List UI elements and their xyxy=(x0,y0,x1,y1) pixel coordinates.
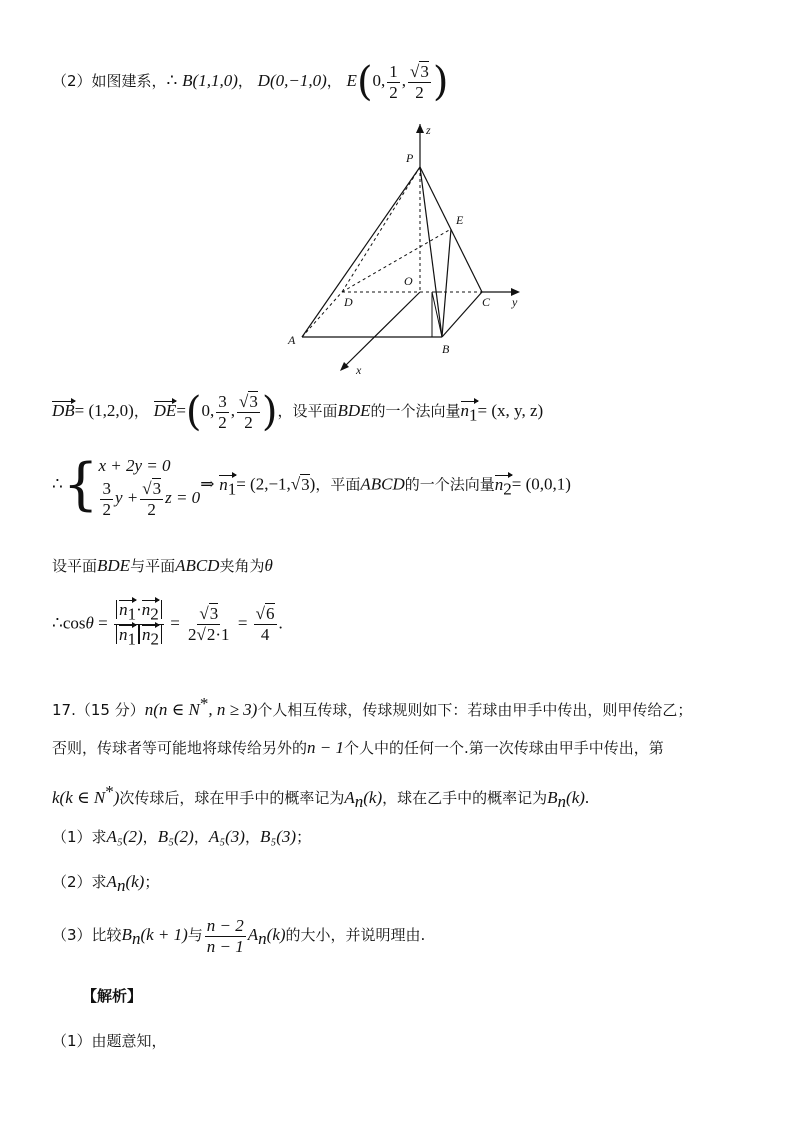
frac-num: n − 2 xyxy=(206,916,244,935)
paren-open: ( xyxy=(356,59,373,106)
therefore-symbol: ∴ xyxy=(52,613,63,633)
plane-BDE: BDE xyxy=(97,556,131,575)
sup-star: * xyxy=(199,694,209,713)
equation-1: x + 2y = 0 xyxy=(98,456,171,475)
vector-DB: DB xyxy=(52,401,75,421)
A-letter: A xyxy=(344,788,355,807)
q2-prefix: （2）求 xyxy=(52,873,107,891)
separator: ， xyxy=(237,72,253,91)
n-condition: n(n ∈ N xyxy=(144,700,200,719)
implies-symbol: ⇒ xyxy=(200,474,215,494)
sub: 1 xyxy=(127,629,136,649)
sub-n: n xyxy=(258,929,267,949)
semicolon: ； xyxy=(296,828,312,846)
part2-line xyxy=(52,59,449,106)
q3-end: 的大小，并说明理由. xyxy=(285,926,426,945)
sup-star: * xyxy=(105,782,114,801)
q3-mid: 与 xyxy=(187,926,203,945)
question-2 xyxy=(52,872,159,896)
comma: , xyxy=(401,71,407,91)
separator: ， xyxy=(244,828,260,846)
abs-n2 xyxy=(139,624,162,649)
n1-sub: 1 xyxy=(227,479,237,499)
problem-text-3a: 次传球后，球在甲手中的概率记为 xyxy=(119,789,345,807)
paren-close: ) xyxy=(261,389,278,436)
n-condition-end: , n ≥ 3) xyxy=(208,700,258,719)
E-z-frac xyxy=(408,62,431,102)
B-letter: B xyxy=(547,788,558,807)
theta: θ xyxy=(264,556,273,575)
E-y-frac xyxy=(387,62,400,102)
problem-text-3b: ，球在乙手中的概率记为 xyxy=(382,789,548,807)
sqrt-arg: 2 xyxy=(206,624,216,644)
separator: ， xyxy=(193,828,209,846)
label-C: C xyxy=(482,295,491,309)
edge-bc xyxy=(442,292,482,337)
dot: · xyxy=(136,600,142,619)
label-z: z xyxy=(426,123,431,137)
edge-pb xyxy=(420,167,442,337)
sub: 2 xyxy=(150,604,159,624)
frac-num: √3 xyxy=(199,604,219,624)
sqrt-arg: 3 xyxy=(249,392,258,411)
system-line xyxy=(52,452,571,519)
equals: = xyxy=(233,613,252,633)
n1-value: = (x, y, z) xyxy=(477,401,544,421)
equation-2 xyxy=(98,479,200,519)
den-a: 2 xyxy=(188,624,197,644)
semicolon: ； xyxy=(144,873,160,891)
angle-text-3: 夹角为 xyxy=(219,557,265,575)
solution-heading-text: 【解析】 xyxy=(82,987,143,1005)
label-E: E xyxy=(456,213,464,227)
x-axis xyxy=(344,292,420,367)
paren-close: ) xyxy=(309,474,316,494)
frac-num: 3 xyxy=(218,392,227,411)
separator: ， xyxy=(142,828,158,846)
z-arrow-icon xyxy=(416,124,424,133)
DE-y-frac xyxy=(216,392,229,432)
period: . xyxy=(584,788,590,807)
sub-n: n xyxy=(116,876,126,895)
frac-num: √3 xyxy=(239,392,258,411)
frac-num: √3 xyxy=(410,62,429,81)
A-letter: A xyxy=(247,925,259,945)
paren-open: ( xyxy=(185,389,202,436)
edge-ad xyxy=(302,292,342,337)
B-arg: (k + 1) xyxy=(140,925,188,945)
label-A: A xyxy=(288,333,296,347)
frac-num: √3 xyxy=(142,479,162,499)
vector-n1 xyxy=(461,401,478,426)
sqrt-arg: 3 xyxy=(301,474,310,494)
problem-text-2b: 个人中的任何一个.第一次传球由甲手中传出，第 xyxy=(344,739,664,757)
equals: = xyxy=(176,401,186,421)
cos: cos xyxy=(62,613,86,633)
label-B: B xyxy=(442,342,450,356)
frac-den: 4 xyxy=(260,624,270,644)
den-c: ·1 xyxy=(215,624,230,644)
n2: $n_2$ xyxy=(141,600,159,624)
eq2-y: y + xyxy=(114,488,139,508)
problem17-line3 xyxy=(52,782,589,812)
frac-den: 2 xyxy=(218,412,227,432)
label-D: D xyxy=(344,295,353,309)
cos-frac xyxy=(114,600,164,649)
solution-heading xyxy=(82,987,142,1005)
frac-den: 2 xyxy=(102,499,111,519)
solution-step1 xyxy=(52,1032,167,1050)
point-E-name: E xyxy=(346,71,357,91)
sub: 2 xyxy=(150,629,159,649)
normal-text: 的一个法向量 xyxy=(370,402,461,421)
brace-icon: { xyxy=(62,452,99,518)
A-arg: (k) xyxy=(125,872,145,891)
label-x: x xyxy=(356,363,362,377)
plane-BDE: BDE xyxy=(337,401,371,421)
q1-prefix: （1）求 xyxy=(52,828,107,846)
sub-n: n xyxy=(557,792,567,811)
frac-num: √6 xyxy=(255,604,275,624)
frac-den: 2 xyxy=(244,412,253,432)
result-frac-1 xyxy=(186,604,232,644)
problem-text-2a: 否则，传球者等可能地将球传给另外的 xyxy=(52,739,308,757)
eq2-frac-a xyxy=(100,479,113,519)
frac-num: 1 xyxy=(389,62,398,81)
segment-be xyxy=(442,229,451,337)
frac-num: 3 xyxy=(102,479,111,499)
n-minus-1: n − 1 xyxy=(307,738,344,757)
plane-ABCD: ABCD xyxy=(360,474,405,494)
q1-item: A₅(3) xyxy=(208,827,245,846)
n2-value: = (0,0,1) xyxy=(511,474,571,494)
therefore-symbol: ∴ xyxy=(52,474,63,494)
sub-n: n xyxy=(354,792,364,811)
label-y: y xyxy=(512,295,518,309)
abs-n1 xyxy=(116,624,139,649)
part2-prefix: （2）如图建系， xyxy=(52,72,167,91)
solution-step1-text: （1）由题意知， xyxy=(52,1032,167,1050)
separator: ， xyxy=(326,72,342,91)
therefore-symbol: ∴ xyxy=(166,71,178,91)
n1-letter: n xyxy=(460,401,470,421)
q1-item: B₅(3) xyxy=(259,827,297,846)
n1: $n_1$ xyxy=(118,624,136,649)
cosine-line xyxy=(52,600,283,649)
sqrt-arg: 3 xyxy=(152,479,162,499)
B-arg: (k) xyxy=(566,788,585,807)
sub: 1 xyxy=(127,604,137,624)
angle-text-2: 与平面 xyxy=(130,557,176,575)
angle-text-1: 设平面 xyxy=(52,557,98,575)
sqrt-arg: 3 xyxy=(420,62,429,81)
n1: $n_1$ xyxy=(119,600,137,624)
period: . xyxy=(278,613,283,633)
frac-den xyxy=(114,625,164,649)
eq2-frac-b xyxy=(140,479,163,519)
sqrt-arg: 3 xyxy=(209,604,219,624)
sqrt-symbol: √ xyxy=(290,474,301,494)
n2-sub: 2 xyxy=(503,479,512,499)
A-arg: (k) xyxy=(363,788,383,807)
q3-prefix: （3）比较 xyxy=(52,926,122,945)
equals: = xyxy=(165,613,185,633)
q1-item: B₅(2) xyxy=(157,827,194,846)
plane-text: ，设平面 xyxy=(277,402,338,421)
problem-text-1: 个人相互传球，传球规则如下：若球由甲手中传出，则甲传给乙； xyxy=(257,701,693,719)
eq2-z: z = 0 xyxy=(165,488,201,508)
problem17-line1 xyxy=(52,694,692,720)
pyramid-figure xyxy=(282,122,542,382)
problem-number: 17.（15 分） xyxy=(52,701,145,719)
n2: $n_2$ xyxy=(141,624,159,649)
B-letter: B xyxy=(121,925,132,945)
A-arg: (k) xyxy=(266,925,286,945)
edge-pa xyxy=(302,167,420,337)
frac-den: 2 xyxy=(389,82,398,102)
normal2-text: 的一个法向量 xyxy=(404,475,495,494)
point-B-coord: B(1,1,0) xyxy=(182,71,238,91)
label-O: O xyxy=(404,274,413,288)
plane-ABCD: ABCD xyxy=(175,556,220,575)
n1-sub: 1 xyxy=(469,405,478,425)
equation-system xyxy=(98,452,200,519)
question-1 xyxy=(52,827,311,847)
E-x: 0, xyxy=(372,71,386,91)
vector-DB-value: = (1,2,0) xyxy=(74,401,134,421)
result-frac-2 xyxy=(254,604,277,644)
question-3 xyxy=(52,916,425,956)
angle-line xyxy=(52,556,273,576)
equals: = xyxy=(93,613,112,633)
sub-n: n xyxy=(131,929,141,949)
frac-den: n − 1 xyxy=(206,936,244,956)
DE-z-frac xyxy=(237,392,260,432)
frac-den: 2 xyxy=(147,499,156,519)
point-D-coord: D(0,−1,0) xyxy=(257,71,327,91)
sqrt-arg: 6 xyxy=(266,604,275,624)
q3-frac xyxy=(205,916,246,956)
vectors-line xyxy=(52,389,544,436)
q1-item: A₅(2) xyxy=(106,827,143,846)
paren-close: ) xyxy=(432,59,449,106)
k-condition-end: ) xyxy=(113,788,120,807)
vector-n2: $n_2$ xyxy=(494,474,512,499)
DE-x: 0, xyxy=(201,401,215,421)
k-condition: k(k ∈ N xyxy=(52,788,106,807)
frac-den: 2 xyxy=(415,82,424,102)
label-P: P xyxy=(406,151,414,165)
vector-n1-result: $n_1$ xyxy=(219,474,237,499)
frac-den: 2√2·1 xyxy=(188,624,230,644)
problem17-line2 xyxy=(52,738,664,758)
comma: , xyxy=(230,401,236,421)
n1-result: = (2,−1, xyxy=(236,474,291,494)
vector-DE: DE xyxy=(153,401,177,421)
theta: θ xyxy=(85,613,94,633)
separator: ， xyxy=(133,402,149,421)
plane2-text: ，平面 xyxy=(315,475,361,494)
abs-dot xyxy=(116,600,162,624)
A-letter: A xyxy=(106,872,117,891)
